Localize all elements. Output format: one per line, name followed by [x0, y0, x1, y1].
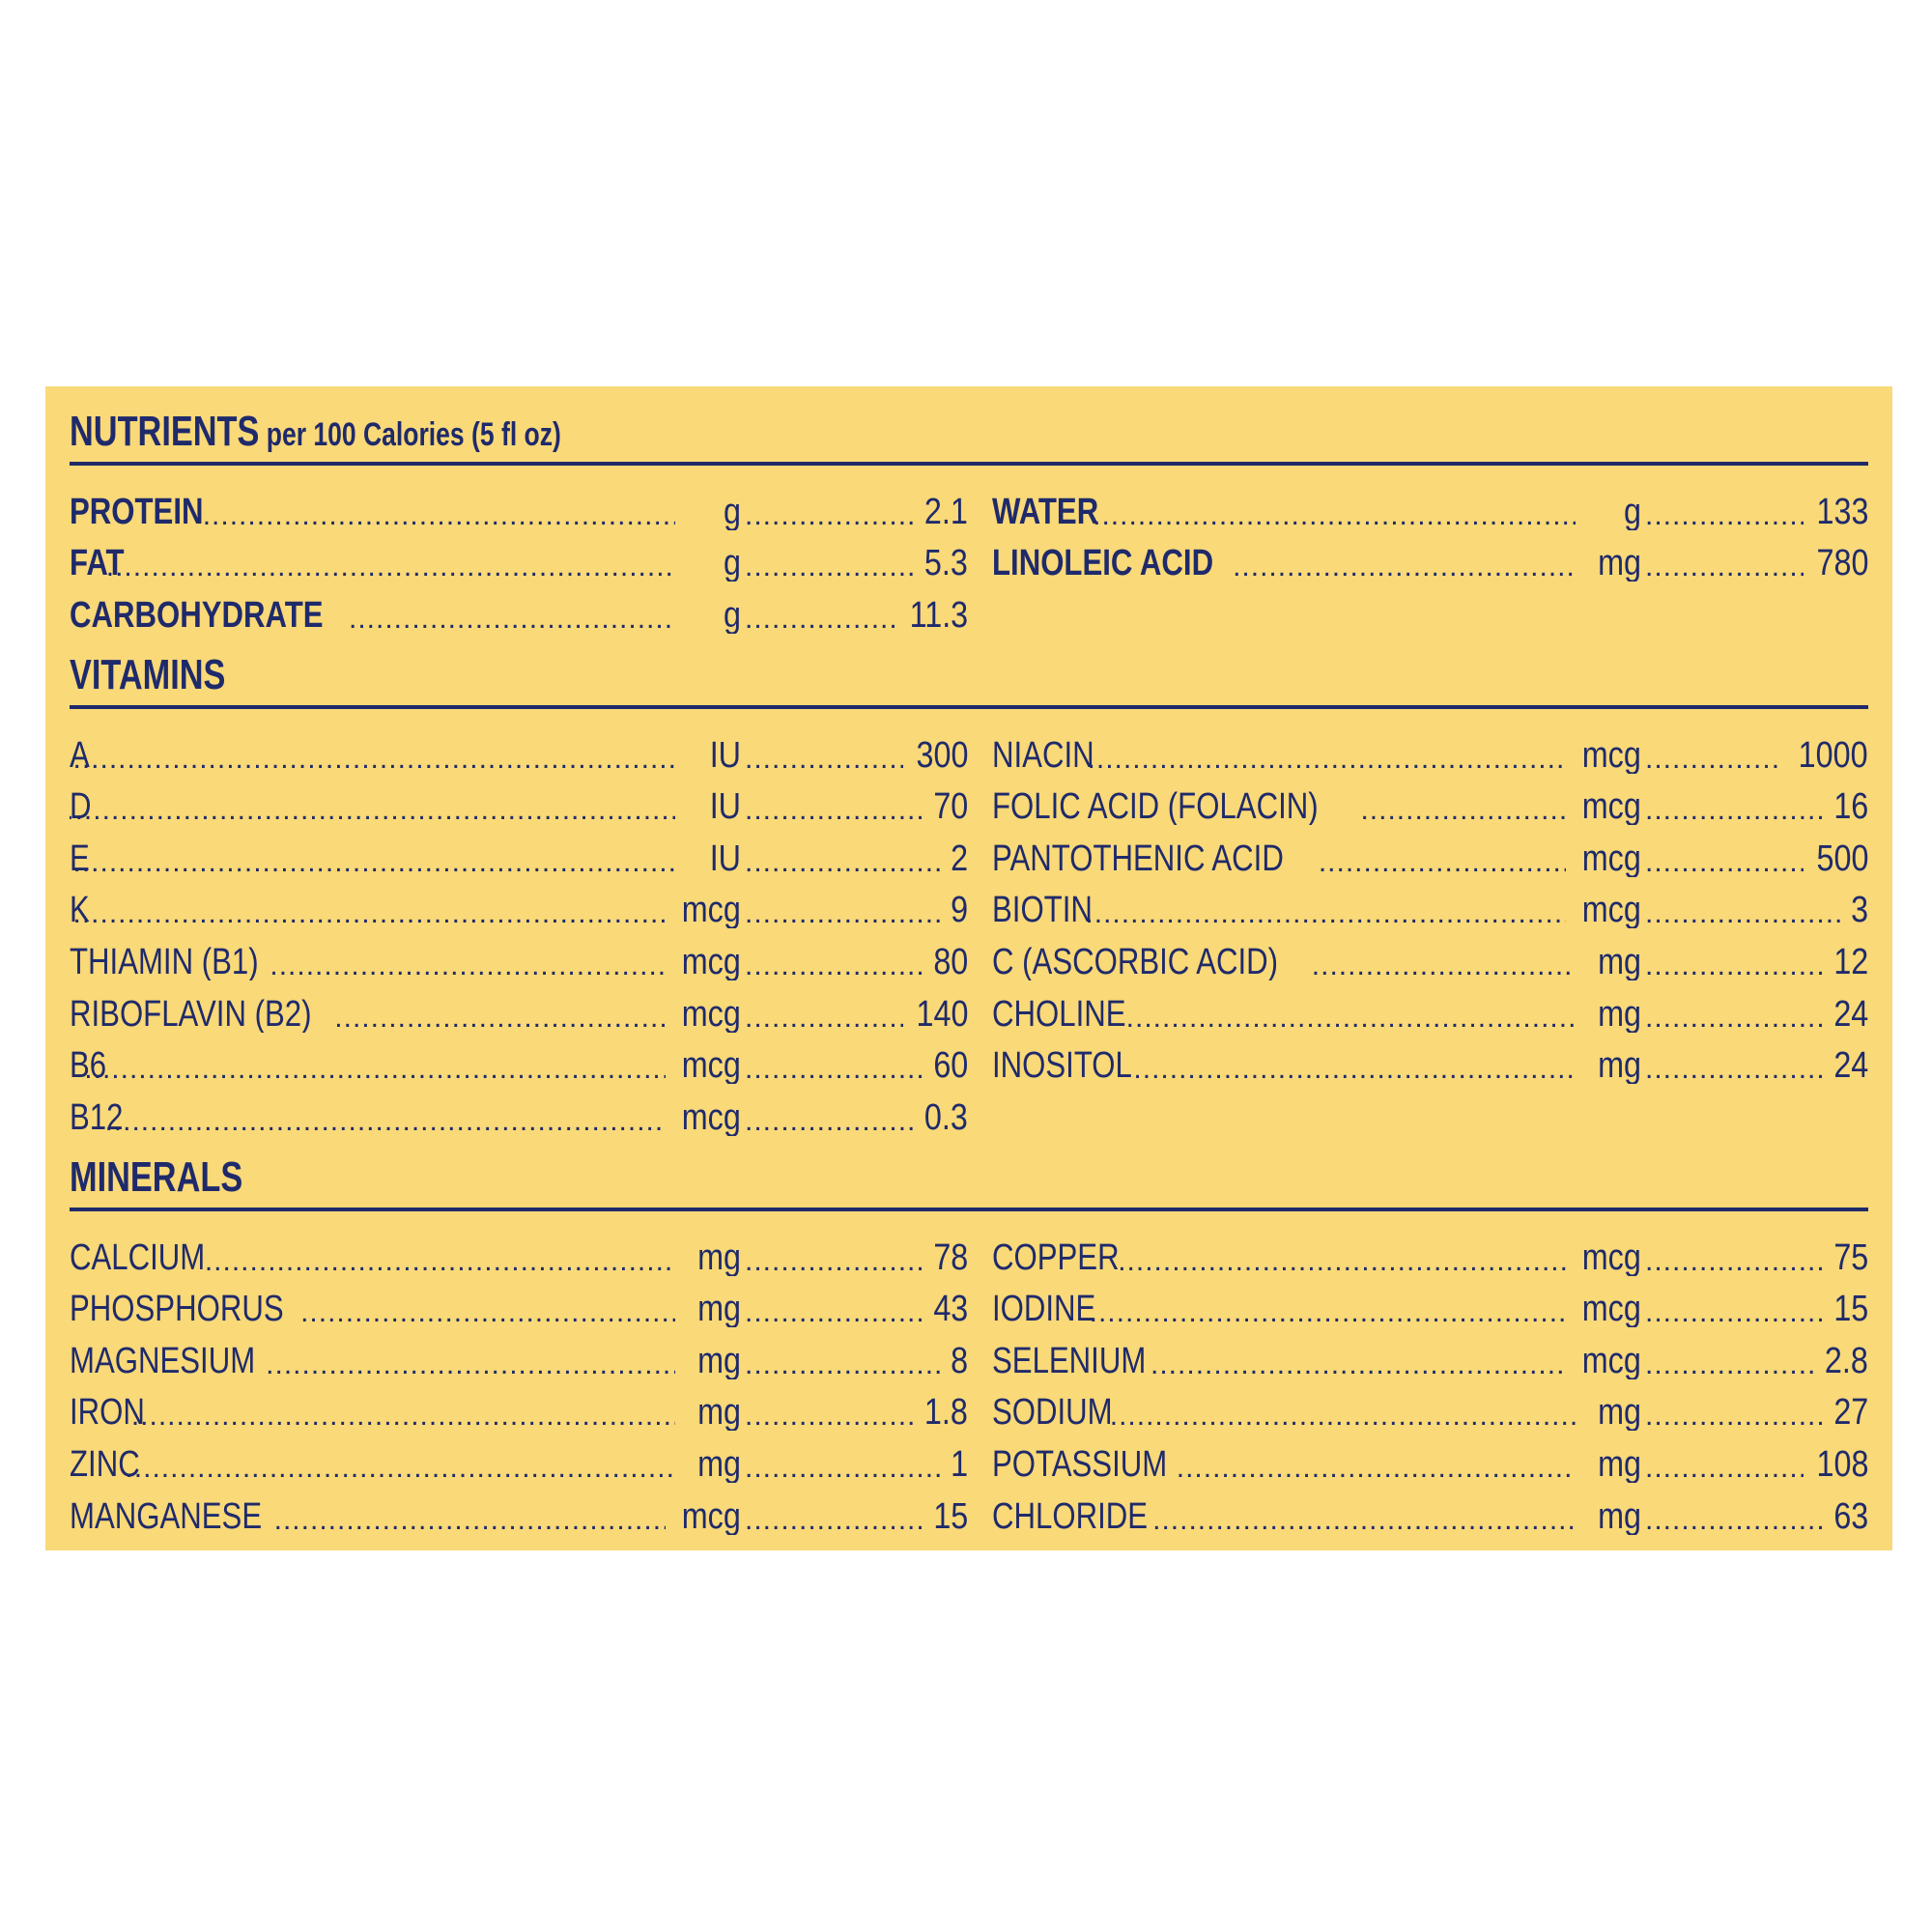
- nutrient-value: 133: [1816, 493, 1868, 530]
- nutrient-unit: g: [724, 491, 741, 530]
- vitamins-header: [70, 649, 1868, 709]
- nutrient-row: [992, 478, 1868, 530]
- nutrient-unit: mcg: [1581, 1289, 1641, 1328]
- minerals-title: MINERALS: [70, 1153, 243, 1201]
- dot-leader: [300, 1298, 675, 1327]
- value-group: [741, 892, 968, 928]
- value-group: [1641, 996, 1868, 1033]
- dot-leader: [1110, 1402, 1576, 1431]
- dot-leader: [1645, 796, 1824, 825]
- value-group: [741, 494, 968, 530]
- value-group: [1641, 1498, 1868, 1535]
- nutrient-name: FOLIC ACID (FOLACIN): [992, 786, 1319, 826]
- nutrient-unit: mcg: [1581, 786, 1641, 826]
- nutrient-name: POTASSIUM: [992, 1443, 1168, 1483]
- nutrient-row: [70, 877, 968, 929]
- nutrient-name: IRON: [70, 1392, 145, 1432]
- dot-leader: [1088, 745, 1567, 774]
- nutrient-unit: mcg: [681, 1495, 741, 1535]
- dot-leader: [266, 1350, 675, 1379]
- nutrient-value: 2.8: [1825, 1342, 1868, 1379]
- nutrient-name: CARBOHYDRATE: [70, 594, 324, 634]
- dot-leader: [349, 605, 675, 634]
- dot-leader: [70, 796, 675, 825]
- dot-leader: [203, 501, 675, 530]
- nutrient-name: MANGANESE: [70, 1495, 263, 1535]
- nutrient-row: [992, 722, 1868, 774]
- dot-leader: [745, 1402, 913, 1431]
- nutrient-unit: mg: [1598, 993, 1641, 1033]
- dot-leader: [745, 899, 944, 928]
- value-group: [741, 737, 968, 774]
- value-group: [1641, 892, 1868, 928]
- value-group: [1641, 788, 1868, 825]
- nutrient-unit: mg: [1598, 543, 1641, 582]
- nutrient-unit: mcg: [1581, 1236, 1641, 1276]
- nutrients-title-main: NUTRIENTS: [70, 408, 260, 455]
- nutrient-value: 60: [933, 1047, 968, 1085]
- dot-leader: [745, 1247, 923, 1276]
- dot-leader: [70, 745, 675, 774]
- minerals-left-column: [70, 1224, 968, 1535]
- nutrient-value: 108: [1816, 1445, 1868, 1483]
- nutrients-left-column: [70, 478, 968, 634]
- nutrient-name: PANTOTHENIC ACID: [992, 838, 1284, 877]
- nutrient-value: 2.1: [924, 493, 968, 530]
- nutrient-unit: mcg: [681, 1096, 741, 1136]
- value-group: [1641, 1047, 1868, 1084]
- nutrient-row: [992, 1431, 1868, 1483]
- dot-leader: [1645, 1402, 1824, 1431]
- nutrient-name: MAGNESIUM: [70, 1340, 256, 1379]
- nutrient-name: ZINC: [70, 1443, 140, 1483]
- dot-leader: [745, 796, 923, 825]
- nutrient-name: THIAMIN (B1): [70, 941, 259, 980]
- nutrient-row: [992, 1224, 1868, 1276]
- nutrient-row: [70, 1483, 968, 1535]
- nutrient-unit: mcg: [1581, 838, 1641, 877]
- nutrients-right-column: [992, 478, 1868, 582]
- value-group: [1641, 545, 1868, 582]
- nutrients-title: [70, 408, 561, 456]
- nutrient-value: 24: [1833, 1047, 1868, 1085]
- nutrient-row: [992, 1379, 1868, 1432]
- dot-leader: [1645, 848, 1804, 877]
- nutrient-row: [70, 1224, 968, 1276]
- nutrient-name: E: [70, 838, 90, 877]
- nutrient-name: INOSITOL: [992, 1045, 1132, 1085]
- nutrient-unit: mg: [1598, 1045, 1641, 1085]
- dot-leader: [70, 848, 675, 877]
- nutrient-unit: IU: [709, 734, 741, 774]
- value-group: [1641, 1394, 1868, 1431]
- dot-leader: [1126, 1004, 1576, 1033]
- dot-leader: [745, 1454, 944, 1483]
- dot-leader: [274, 1506, 667, 1535]
- nutrient-unit: mg: [1598, 1443, 1641, 1483]
- value-group: [741, 840, 968, 877]
- nutrient-value: 15: [1833, 1291, 1868, 1328]
- dot-leader: [1645, 1004, 1824, 1033]
- nutrient-row: [992, 980, 1868, 1033]
- value-group: [741, 545, 968, 582]
- nutrient-name: A: [70, 734, 90, 774]
- nutrient-unit: mg: [697, 1340, 741, 1379]
- nutrient-unit: g: [724, 594, 741, 634]
- dot-leader: [205, 1247, 675, 1276]
- dot-leader: [84, 1055, 666, 1084]
- nutrient-name: C (ASCORBIC ACID): [992, 941, 1279, 980]
- nutrient-value: 140: [916, 995, 968, 1033]
- nutrient-value: 11.3: [909, 596, 968, 634]
- nutrient-value: 80: [933, 943, 968, 980]
- dot-leader: [131, 1402, 675, 1431]
- nutrient-row: [992, 877, 1868, 929]
- nutrient-value: 1.8: [924, 1394, 968, 1432]
- dot-leader: [125, 1454, 675, 1483]
- nutrient-value: 0.3: [924, 1098, 968, 1136]
- nutrient-row: [70, 825, 968, 877]
- value-group: [741, 944, 968, 980]
- nutrient-unit: mcg: [1581, 890, 1641, 929]
- nutrient-row: [992, 1327, 1868, 1379]
- nutrient-unit: mcg: [681, 993, 741, 1033]
- dot-leader: [1118, 1247, 1566, 1276]
- nutrient-row: [992, 1033, 1868, 1085]
- dot-leader: [1133, 1055, 1576, 1084]
- dot-leader: [1151, 1350, 1566, 1379]
- nutrient-value: 70: [933, 788, 968, 826]
- nutrient-row: [992, 1276, 1868, 1328]
- nutrient-value: 3: [1851, 892, 1868, 929]
- nutrient-row: [70, 980, 968, 1033]
- dot-leader: [70, 899, 666, 928]
- nutrient-value: 75: [1833, 1238, 1868, 1276]
- nutrient-row: [70, 1033, 968, 1085]
- nutrient-row: [70, 1084, 968, 1136]
- dot-leader: [1090, 1298, 1567, 1327]
- nutrient-unit: mcg: [1581, 734, 1641, 774]
- dot-leader: [745, 745, 903, 774]
- dot-leader: [745, 1107, 913, 1136]
- dot-leader: [745, 553, 913, 582]
- value-group: [1641, 840, 1868, 877]
- nutrient-value: 43: [933, 1291, 968, 1328]
- nutrition-panel: [45, 386, 1892, 1550]
- dot-leader: [745, 501, 913, 530]
- vitamins-right-column: [992, 722, 1868, 1084]
- nutrient-name: CHLORIDE: [992, 1495, 1149, 1535]
- dot-leader: [334, 1004, 666, 1033]
- dot-leader: [1645, 553, 1804, 582]
- nutrient-unit: mg: [697, 1236, 741, 1276]
- nutrient-value: 9: [951, 892, 968, 929]
- nutrient-value: 27: [1833, 1394, 1868, 1432]
- nutrient-unit: g: [1624, 491, 1641, 530]
- nutrient-unit: g: [724, 543, 741, 582]
- nutrient-row: [70, 478, 968, 530]
- nutrient-row: [70, 1327, 968, 1379]
- value-group: [741, 1047, 968, 1084]
- nutrient-row: [70, 774, 968, 826]
- nutrient-unit: mg: [1598, 1392, 1641, 1432]
- nutrient-name: B12: [70, 1096, 124, 1136]
- dot-leader: [1645, 1350, 1813, 1379]
- value-group: [741, 1099, 968, 1136]
- nutrients-header: [70, 406, 1868, 466]
- nutrient-name: CALCIUM: [70, 1236, 206, 1276]
- nutrient-name: B6: [70, 1045, 107, 1085]
- dot-leader: [745, 1004, 903, 1033]
- nutrients-title-sub: per 100 Calories (5 fl oz): [259, 416, 561, 453]
- nutrient-row: [70, 530, 968, 582]
- dot-leader: [745, 1350, 944, 1379]
- nutrient-row: [70, 928, 968, 980]
- dot-leader: [1319, 848, 1566, 877]
- value-group: [1641, 737, 1868, 774]
- dot-leader: [1177, 1454, 1576, 1483]
- nutrient-unit: mcg: [1581, 1340, 1641, 1379]
- nutrient-unit: mcg: [681, 1045, 741, 1085]
- value-group: [741, 1498, 968, 1535]
- dot-leader: [1085, 899, 1566, 928]
- nutrient-row: [992, 530, 1868, 582]
- dot-leader: [104, 1107, 666, 1136]
- value-group: [1641, 1239, 1868, 1276]
- nutrient-value: 8: [951, 1342, 968, 1379]
- nutrient-row: [70, 1379, 968, 1432]
- nutrient-name: LINOLEIC ACID: [992, 543, 1214, 582]
- vitamins-left-column: [70, 722, 968, 1136]
- value-group: [741, 1239, 968, 1276]
- nutrient-row: [70, 582, 968, 634]
- nutrient-row: [70, 1276, 968, 1328]
- minerals-right-column: [992, 1224, 1868, 1535]
- dot-leader: [1645, 1506, 1824, 1535]
- nutrient-value: 15: [933, 1497, 968, 1535]
- nutrient-name: CHOLINE: [992, 993, 1126, 1033]
- dot-leader: [745, 605, 895, 634]
- nutrient-name: FAT: [70, 543, 125, 582]
- dot-leader: [745, 1506, 923, 1535]
- nutrient-value: 1: [951, 1445, 968, 1483]
- nutrient-name: IODINE: [992, 1289, 1096, 1328]
- value-group: [1641, 944, 1868, 980]
- nutrient-name: SODIUM: [992, 1392, 1113, 1432]
- nutrient-row: [992, 928, 1868, 980]
- dot-leader: [745, 1298, 923, 1327]
- nutrient-unit: IU: [709, 838, 741, 877]
- nutrient-value: 5.3: [924, 545, 968, 582]
- value-group: [1641, 1343, 1868, 1379]
- value-group: [741, 996, 968, 1033]
- dot-leader: [1233, 553, 1576, 582]
- dot-leader: [1645, 501, 1804, 530]
- dot-leader: [1312, 952, 1576, 980]
- nutrient-name: COPPER: [992, 1236, 1120, 1276]
- dot-leader: [1645, 952, 1824, 980]
- nutrient-row: [992, 825, 1868, 877]
- nutrient-value: 300: [916, 736, 968, 774]
- dot-leader: [745, 952, 923, 980]
- value-group: [1641, 494, 1868, 530]
- nutrient-name: RIBOFLAVIN (B2): [70, 993, 312, 1033]
- nutrient-row: [992, 774, 1868, 826]
- value-group: [741, 597, 968, 634]
- nutrient-value: 2: [951, 839, 968, 877]
- nutrient-name: PROTEIN: [70, 491, 204, 530]
- dot-leader: [106, 553, 675, 582]
- nutrient-name: WATER: [992, 491, 1099, 530]
- dot-leader: [745, 848, 944, 877]
- minerals-header: [70, 1151, 1868, 1211]
- value-group: [741, 1291, 968, 1327]
- dot-leader: [1645, 1055, 1824, 1084]
- nutrient-unit: mcg: [681, 941, 741, 980]
- nutrient-value: 24: [1833, 995, 1868, 1033]
- nutrient-row: [992, 1483, 1868, 1535]
- dot-leader: [270, 952, 666, 980]
- nutrient-name: D: [70, 786, 92, 826]
- nutrient-name: BIOTIN: [992, 890, 1093, 929]
- nutrient-unit: mg: [697, 1392, 741, 1432]
- dot-leader: [1152, 1506, 1576, 1535]
- value-group: [741, 1446, 968, 1483]
- value-group: [741, 788, 968, 825]
- dot-leader: [1645, 1298, 1824, 1327]
- nutrient-unit: mg: [1598, 1495, 1641, 1535]
- vitamins-title: VITAMINS: [70, 651, 226, 698]
- nutrient-name: NIACIN: [992, 734, 1094, 774]
- nutrient-value: 12: [1833, 943, 1868, 980]
- value-group: [1641, 1446, 1868, 1483]
- nutrient-value: 16: [1833, 788, 1868, 826]
- dot-leader: [1645, 1247, 1824, 1276]
- nutrient-unit: IU: [709, 786, 741, 826]
- dot-leader: [1360, 796, 1566, 825]
- nutrient-value: 63: [1833, 1497, 1868, 1535]
- value-group: [741, 1343, 968, 1379]
- nutrient-value: 500: [1816, 839, 1868, 877]
- nutrient-name: PHOSPHORUS: [70, 1289, 284, 1328]
- dot-leader: [1093, 501, 1576, 530]
- nutrient-value: 780: [1816, 545, 1868, 582]
- nutrient-unit: mg: [697, 1443, 741, 1483]
- dot-leader: [1645, 1454, 1804, 1483]
- nutrient-unit: mcg: [681, 890, 741, 929]
- nutrient-value: 1000: [1799, 736, 1868, 774]
- nutrient-name: K: [70, 890, 90, 929]
- nutrient-unit: mg: [697, 1289, 741, 1328]
- nutrient-row: [70, 722, 968, 774]
- dot-leader: [1645, 745, 1782, 774]
- value-group: [1641, 1291, 1868, 1327]
- dot-leader: [1645, 899, 1844, 928]
- nutrient-value: 78: [933, 1238, 968, 1276]
- dot-leader: [745, 1055, 923, 1084]
- value-group: [741, 1394, 968, 1431]
- nutrient-unit: mg: [1598, 941, 1641, 980]
- nutrient-row: [70, 1431, 968, 1483]
- nutrient-name: SELENIUM: [992, 1340, 1147, 1379]
